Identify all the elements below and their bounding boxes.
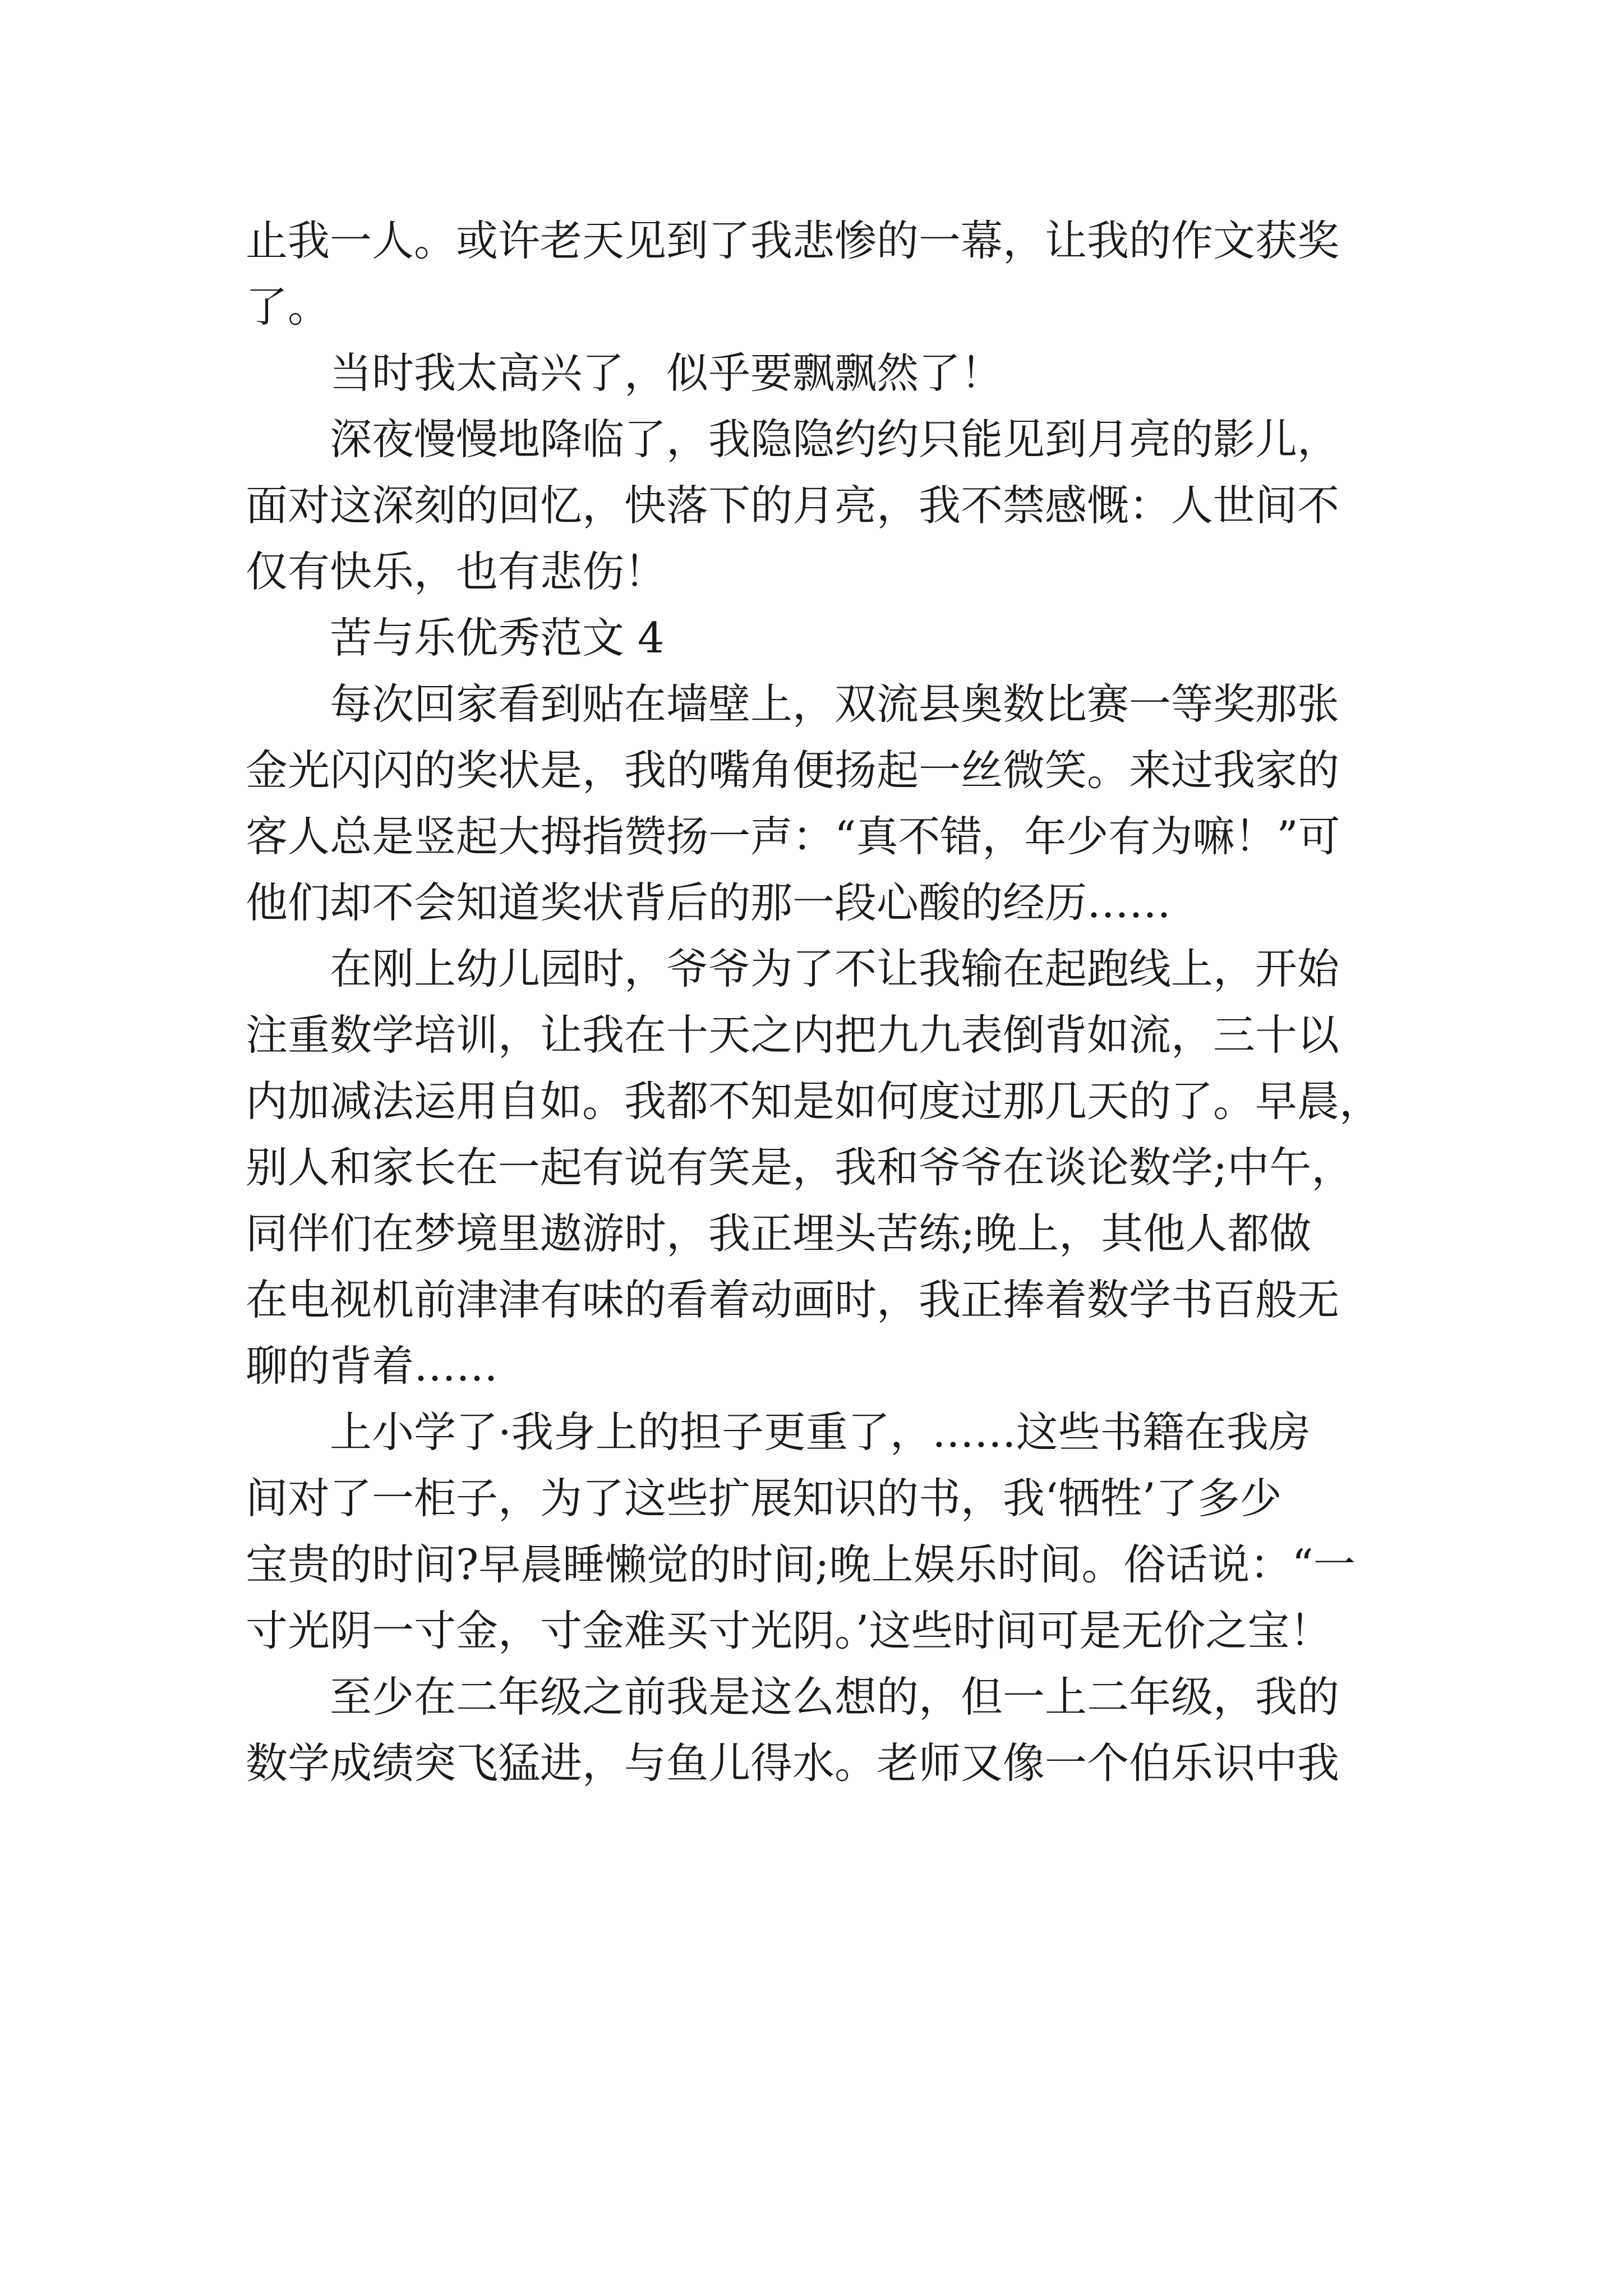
text-line: 面对这深刻的回忆，快落下的月亮，我不禁感慨：人世间不 [246,481,1340,530]
paragraph [246,340,1390,406]
section-heading-text: 苦与乐优秀范文 4 [330,613,665,662]
text-line: 上小学了·我身上的担子更重了，……这些书籍在我房 [330,1407,1311,1457]
text-line: 当时我太高兴了，似乎要飘飘然了！ [330,348,1003,398]
text-line: 仅有快乐，也有悲伤！ [246,547,667,596]
text-line: 在电视机前津津有味的看着动画时，我正捧着数学书百般无 [246,1275,1340,1324]
text-line: 深夜慢慢地降临了，我隐隐约约只能见到月亮的影儿， [330,415,1340,464]
paragraph [246,936,1390,1399]
paragraph [246,406,1390,605]
text-line: 同伴们在梦境里遨游时，我正埋头苦练;晚上，其他人都做 [246,1209,1312,1258]
text-line: 每次回家看到贴在墙壁上，双流县奥数比赛一等奖那张 [330,679,1340,729]
text-line: 寸光阴一寸金，寸金难买寸光阴。’这些时间可是无价之宝！ [246,1606,1332,1655]
text-line: 客人总是竖起大拇指赞扬一声：“真不错，年少有为嘛！”可 [246,812,1340,861]
text-line: 金光闪闪的奖状是，我的嘴角便扬起一丝微笑。来过我家的 [246,746,1340,795]
text-line: 在刚上幼儿园时，爷爷为了不让我输在起跑线上，开始 [330,944,1340,993]
text-line: 数学成绩突飞猛进，与鱼儿得水。老师又像一个伯乐识中我 [246,1738,1340,1788]
text-line: 聊的背着…… [246,1341,499,1391]
section-heading [246,605,1390,671]
text-line: 宝贵的时间?早晨睡懒觉的时间;晚上娱乐时间。俗话说：“一 [246,1540,1355,1589]
document-body [246,208,1390,1796]
text-line: 了。 [246,282,330,332]
text-line: 至少在二年级之前我是这么想的，但一上二年级，我的 [330,1672,1340,1722]
text-line: 他们却不会知道奖状背后的那一段心酸的经历…… [246,878,1172,927]
paragraph [246,1399,1390,1664]
text-line: 别人和家长在一起有说有笑是，我和爷爷在谈论数学;中午， [246,1143,1354,1192]
text-line: 内加减法运用自如。我都不知是如何度过那几天的了。早晨， [246,1076,1382,1126]
text-line: 间对了一柜子，为了这些扩展知识的书，我‘牺牲’了多少 [246,1474,1282,1523]
paragraph [246,671,1390,936]
text-line: 止我一人。或许老天见到了我悲惨的一幕，让我的作文获奖 [246,216,1340,265]
paragraph [246,1664,1390,1796]
paragraph [246,208,1390,340]
text-line: 注重数学培训，让我在十天之内把九九表倒背如流，三十以 [246,1010,1340,1060]
